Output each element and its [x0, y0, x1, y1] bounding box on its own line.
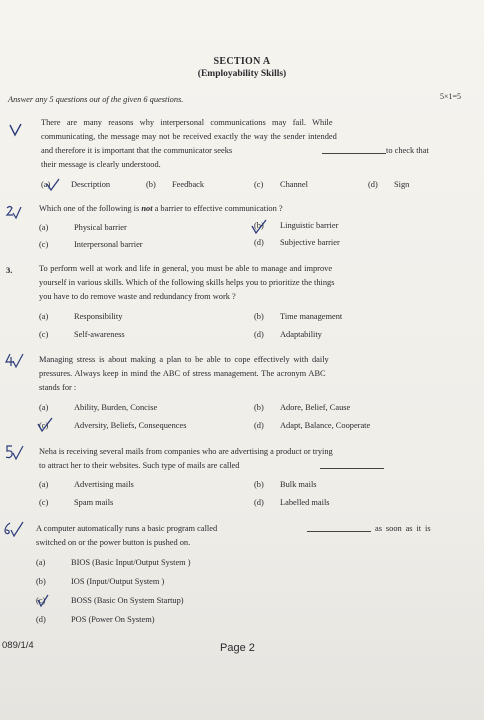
q5-option-d: (d) Labelled mails	[254, 498, 330, 507]
q3-option-b: (b) Time management	[254, 312, 343, 321]
q1-line-3a: and therefore it is important that the communicator seeks	[41, 146, 233, 155]
q4-option-a: (a) Ability, Burden, Concise	[39, 403, 158, 412]
q5-line-1: Neha is receiving several mails from companies who are advertising a product or trying	[39, 447, 333, 456]
instruction-text: Answer any 5 questions out of the given 6 questions.	[8, 95, 184, 104]
q5-option-c: (c) Spam mails	[39, 498, 114, 507]
q1-option-d: (d) Sign	[368, 180, 410, 189]
section-title: SECTION A	[213, 56, 271, 67]
handwritten-tick-icon	[36, 594, 50, 608]
handwritten-tick-icon	[8, 122, 24, 138]
q3-line-3: you have to do remove waste and redundancy from work ?	[39, 292, 236, 301]
q3-option-a: (a) Responsibility	[39, 312, 123, 321]
section-subtitle: (Employability Skills)	[197, 69, 287, 79]
handwritten-six-tick-icon	[2, 521, 24, 539]
marks-label: 5×1=5	[440, 92, 462, 101]
q5-option-b: (b) Bulk mails	[254, 480, 317, 489]
q1-line-1: There are many reasons why interpersonal communications may fail. While	[41, 118, 333, 127]
q6-option-c: (c) BOSS (Basic On System Startup)	[36, 596, 184, 605]
handwritten-tick-icon	[36, 417, 54, 433]
q6-option-a: (a) BIOS (Basic Input/Output System )	[36, 558, 191, 567]
q6-line-1b: as soon as it is	[375, 524, 431, 533]
q6-line-2: switched on or the power button is pushed on.	[36, 538, 191, 547]
q1-option-b: (b) Feedback	[146, 180, 205, 189]
q1-line-4: their message is clearly understood.	[41, 160, 161, 169]
q4-line-1: Managing stress is about making a plan to be able to cope effectively with daily	[39, 355, 329, 364]
q1-line-3b: to check that	[386, 146, 429, 155]
handwritten-five-tick-icon	[4, 444, 24, 462]
q3-option-d: (d) Adaptability	[254, 330, 322, 339]
handwritten-two-tick-icon	[4, 204, 22, 220]
q5-option-a: (a) Advertising mails	[39, 480, 134, 489]
q3-line-1: To perform well at work and life in general, you must be able to manage and improve	[39, 264, 333, 273]
q6-option-d: (d) POS (Power On System)	[36, 615, 155, 624]
q6-line-1a: A computer automatically runs a basic program called	[36, 524, 218, 533]
q2-option-c: (c) Interpersonal barrier	[39, 240, 143, 249]
q2-option-d: (d) Subjective barrier	[254, 238, 340, 247]
q6-blank	[307, 525, 371, 532]
q4-option-d: (d) Adapt, Balance, Cooperate	[254, 421, 371, 430]
page-number: Page 2	[220, 642, 255, 654]
q2-option-b: (b) Linguistic barrier	[254, 221, 339, 230]
q5-blank	[320, 462, 384, 469]
handwritten-four-tick-icon	[4, 352, 24, 370]
q3-line-2: yourself in various skills. Which of the following skills helps you to prioritize the things	[39, 278, 335, 287]
q1-line-2: communicating, the message may not be received exactly the way the sender intended	[41, 132, 337, 141]
q2-question: Which one of the following is not a barrier to effective communication ?	[39, 204, 283, 213]
q4-option-c: (c) Adversity, Beliefs, Consequences	[39, 421, 187, 430]
q3-option-c: (c) Self-awareness	[39, 330, 125, 339]
q4-option-b: (b) Adore, Belief, Cause	[254, 403, 351, 412]
q3-number: 3.	[6, 265, 13, 275]
q1-option-c: (c) Channel	[254, 180, 308, 189]
q1-option-a: (a) Description	[41, 180, 111, 189]
handwritten-tick-icon	[45, 178, 61, 192]
paper-code: 089/1/4	[2, 640, 34, 651]
q1-blank	[322, 147, 386, 154]
q5-line-2: to attract her to their websites. Such type of mails are called	[39, 461, 240, 470]
q2-option-a: (a) Physical barrier	[39, 223, 127, 232]
q4-line-3: stands for :	[39, 383, 77, 392]
q4-line-2: pressures. Always keep in mind the ABC of stress management. The acronym ABC	[39, 369, 326, 378]
q6-option-b: (b) IOS (Input/Output System )	[36, 577, 165, 586]
handwritten-tick-icon	[250, 219, 268, 235]
